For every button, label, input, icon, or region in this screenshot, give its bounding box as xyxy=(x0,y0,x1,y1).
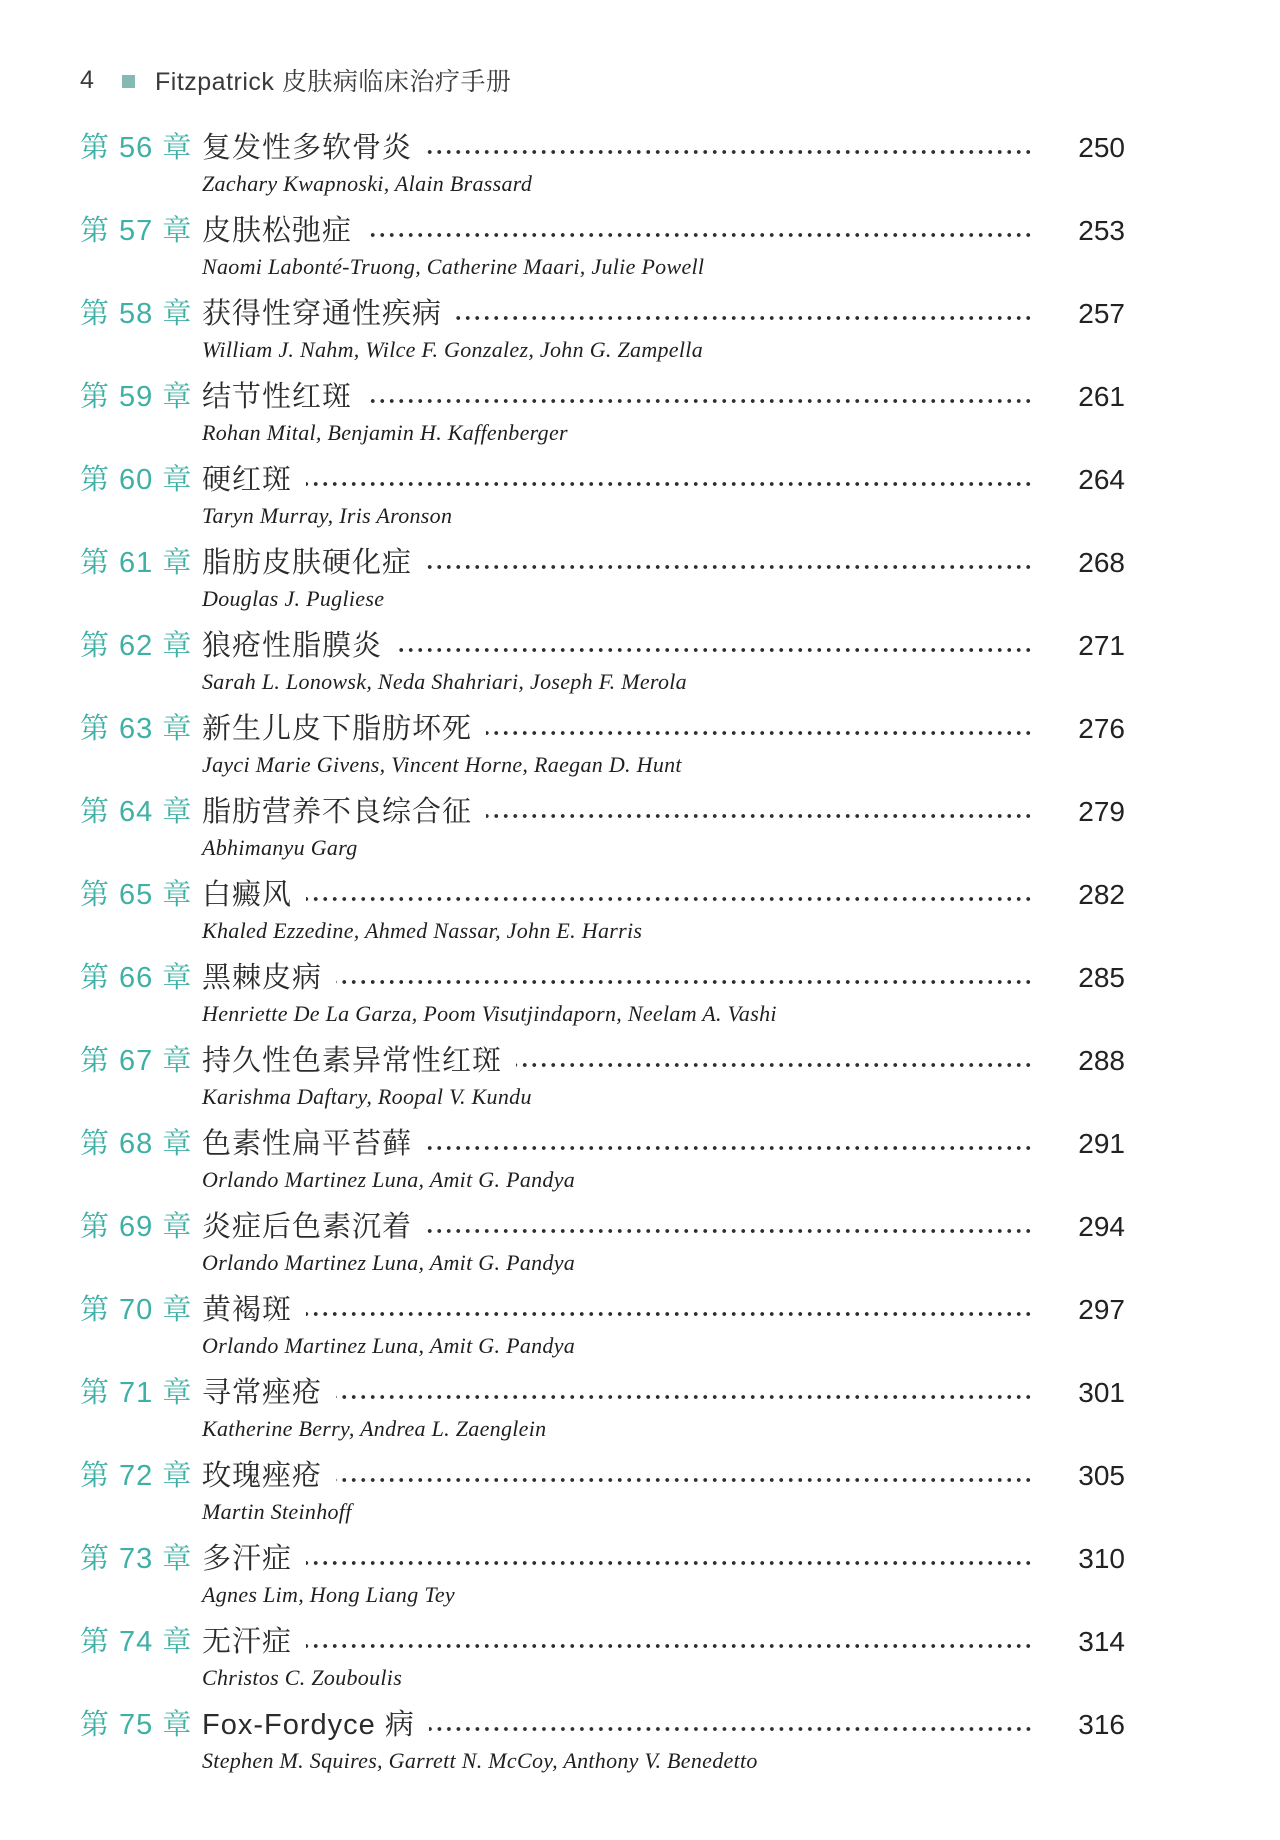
chapter-page-number: 285 xyxy=(1078,962,1125,993)
chapter-title: 白癜风 xyxy=(202,879,293,911)
chapter-authors: Orlando Martinez Luna, Amit G. Pandya xyxy=(202,1333,576,1358)
chapter-title: 黄褐斑 xyxy=(202,1294,293,1326)
toc-entry-line xyxy=(80,1290,1125,1330)
dot-leader xyxy=(306,1310,1033,1318)
chapter-label: 第 68 章 xyxy=(80,1128,193,1160)
dot-leader xyxy=(336,1393,1033,1401)
chapter-authors: Stephen M. Squires, Garrett N. McCoy, Anthony V. Benedetto xyxy=(202,1748,758,1773)
chapter-title: 结节性红斑 xyxy=(202,381,353,413)
toc-entry xyxy=(80,1124,1125,1194)
chapter-label: 第 74 章 xyxy=(80,1626,193,1658)
toc-entry-line xyxy=(80,1373,1125,1413)
toc-entry-line xyxy=(80,1456,1125,1496)
toc-entry-line xyxy=(80,1539,1125,1579)
chapter-authors: Abhimanyu Garg xyxy=(202,835,358,860)
dot-leader xyxy=(306,895,1033,903)
toc-list xyxy=(80,128,1125,1775)
dot-leader xyxy=(306,480,1033,488)
chapter-page-number: 257 xyxy=(1078,298,1125,329)
toc-entry xyxy=(80,1539,1125,1609)
chapter-label: 第 70 章 xyxy=(80,1294,193,1326)
chapter-title: 玫瑰痤疮 xyxy=(202,1460,323,1492)
chapter-label: 第 60 章 xyxy=(80,464,193,496)
toc-entry-line xyxy=(80,1622,1125,1662)
dot-leader xyxy=(396,646,1033,654)
chapter-title: 复发性多软骨炎 xyxy=(202,132,413,164)
chapter-label: 第 57 章 xyxy=(80,215,193,247)
chapter-label: 第 69 章 xyxy=(80,1211,193,1243)
dot-leader xyxy=(426,1144,1033,1152)
chapter-title: 持久性色素异常性红斑 xyxy=(202,1045,503,1077)
chapter-page-number: 316 xyxy=(1078,1709,1125,1740)
toc-entry xyxy=(80,1705,1125,1775)
dot-leader xyxy=(426,148,1033,156)
chapter-page-number: 271 xyxy=(1078,630,1125,661)
chapter-page-number: 282 xyxy=(1078,879,1125,910)
toc-entry xyxy=(80,377,1125,447)
chapter-label: 第 75 章 xyxy=(80,1709,193,1741)
dot-leader xyxy=(336,978,1033,986)
chapter-label: 第 58 章 xyxy=(80,298,193,330)
chapter-page-number: 291 xyxy=(1078,1128,1125,1159)
chapter-title: 获得性穿通性疾病 xyxy=(202,298,443,330)
chapter-page-number: 297 xyxy=(1078,1294,1125,1325)
toc-entry xyxy=(80,211,1125,281)
chapter-title: 无汗症 xyxy=(202,1626,293,1658)
chapter-label: 第 66 章 xyxy=(80,962,193,994)
chapter-authors: Rohan Mital, Benjamin H. Kaffenberger xyxy=(202,420,568,445)
dot-leader xyxy=(306,1559,1033,1567)
chapter-page-number: 310 xyxy=(1078,1543,1125,1574)
toc-entry xyxy=(80,709,1125,779)
folio-page-number: 4 xyxy=(80,65,95,94)
dot-leader xyxy=(306,1642,1033,1650)
toc-entry-line xyxy=(80,377,1125,417)
dot-leader xyxy=(366,231,1033,239)
chapter-label: 第 63 章 xyxy=(80,713,193,745)
toc-entry xyxy=(80,1622,1125,1692)
chapter-title: 寻常痤疮 xyxy=(202,1377,323,1409)
chapter-authors: Karishma Daftary, Roopal V. Kundu xyxy=(202,1084,532,1109)
toc-entry-line xyxy=(80,626,1125,666)
chapter-authors: Taryn Murray, Iris Aronson xyxy=(202,503,453,528)
chapter-authors: Orlando Martinez Luna, Amit G. Pandya xyxy=(202,1167,576,1192)
chapter-title: 狼疮性脂膜炎 xyxy=(202,630,383,662)
chapter-label: 第 67 章 xyxy=(80,1045,193,1077)
chapter-page-number: 305 xyxy=(1078,1460,1125,1491)
chapter-title: 色素性扁平苔藓 xyxy=(202,1128,413,1160)
toc-entry-line xyxy=(80,792,1125,832)
toc-entry xyxy=(80,294,1125,364)
toc-entry xyxy=(80,1373,1125,1443)
toc-entry-line xyxy=(80,460,1125,500)
dot-leader xyxy=(426,1227,1033,1235)
chapter-authors: Agnes Lim, Hong Liang Tey xyxy=(202,1582,455,1607)
chapter-page-number: 294 xyxy=(1078,1211,1125,1242)
chapter-title: Fox-Fordyce 病 xyxy=(202,1709,415,1741)
chapter-title: 多汗症 xyxy=(202,1543,293,1575)
chapter-authors: William J. Nahm, Wilce F. Gonzalez, John G. Zampella xyxy=(202,337,703,362)
chapter-page-number: 301 xyxy=(1078,1377,1125,1408)
toc-entry-line xyxy=(80,1124,1125,1164)
chapter-page-number: 276 xyxy=(1078,713,1125,744)
toc-entry xyxy=(80,1456,1125,1526)
chapter-authors: Katherine Berry, Andrea L. Zaenglein xyxy=(202,1416,547,1441)
dot-leader xyxy=(486,812,1033,820)
chapter-page-number: 261 xyxy=(1078,381,1125,412)
chapter-authors: Douglas J. Pugliese xyxy=(202,586,385,611)
chapter-page-number: 253 xyxy=(1078,215,1125,246)
dot-leader xyxy=(426,563,1033,571)
toc-entry-line xyxy=(80,543,1125,583)
book-title: Fitzpatrick 皮肤病临床治疗手册 xyxy=(155,68,512,96)
toc-entry xyxy=(80,543,1125,613)
chapter-title: 皮肤松弛症 xyxy=(202,215,353,247)
toc-entry xyxy=(80,1207,1125,1277)
toc-entry-line xyxy=(80,958,1125,998)
chapter-authors: Naomi Labonté-Truong, Catherine Maari, Julie Powell xyxy=(202,254,705,279)
chapter-title: 脂肪营养不良综合征 xyxy=(202,796,473,828)
toc-entry xyxy=(80,128,1125,198)
chapter-label: 第 64 章 xyxy=(80,796,193,828)
chapter-authors: Zachary Kwapnoski, Alain Brassard xyxy=(202,171,533,196)
chapter-authors: Khaled Ezzedine, Ahmed Nassar, John E. Harris xyxy=(202,918,643,943)
chapter-page-number: 279 xyxy=(1078,796,1125,827)
toc-entry xyxy=(80,958,1125,1028)
chapter-label: 第 71 章 xyxy=(80,1377,193,1409)
chapter-label: 第 72 章 xyxy=(80,1460,193,1492)
dot-leader xyxy=(486,729,1033,737)
dot-leader xyxy=(429,1725,1033,1733)
chapter-title: 硬红斑 xyxy=(202,464,293,496)
toc-entry xyxy=(80,460,1125,530)
chapter-page-number: 288 xyxy=(1078,1045,1125,1076)
running-head xyxy=(80,62,1125,98)
chapter-title: 黑棘皮病 xyxy=(202,962,323,994)
toc-entry xyxy=(80,875,1125,945)
toc-entry-line xyxy=(80,294,1125,334)
toc-entry-line xyxy=(80,1705,1125,1745)
chapter-label: 第 62 章 xyxy=(80,630,193,662)
dot-leader xyxy=(336,1476,1033,1484)
chapter-page-number: 314 xyxy=(1078,1626,1125,1657)
chapter-authors: Jayci Marie Givens, Vincent Horne, Raegan D. Hunt xyxy=(202,752,682,777)
square-bullet-icon xyxy=(122,75,135,88)
chapter-authors: Orlando Martinez Luna, Amit G. Pandya xyxy=(202,1250,576,1275)
toc-entry xyxy=(80,626,1125,696)
chapter-label: 第 56 章 xyxy=(80,132,193,164)
toc-entry-line xyxy=(80,709,1125,749)
chapter-authors: Henriette De La Garza, Poom Visutjindaporn, Neelam A. Vashi xyxy=(202,1001,777,1026)
chapter-title: 新生儿皮下脂肪坏死 xyxy=(202,713,473,745)
dot-leader xyxy=(456,314,1033,322)
chapter-title: 炎症后色素沉着 xyxy=(202,1211,413,1243)
chapter-authors: Christos C. Zouboulis xyxy=(202,1665,403,1690)
toc-entry xyxy=(80,792,1125,862)
toc-entry xyxy=(80,1041,1125,1111)
chapter-label: 第 59 章 xyxy=(80,381,193,413)
chapter-page-number: 268 xyxy=(1078,547,1125,578)
toc-entry-line xyxy=(80,128,1125,168)
toc-entry-line xyxy=(80,1041,1125,1081)
toc-entry xyxy=(80,1290,1125,1360)
toc-entry-line xyxy=(80,1207,1125,1247)
chapter-label: 第 61 章 xyxy=(80,547,193,579)
chapter-authors: Martin Steinhoff xyxy=(202,1499,352,1524)
toc-entry-line xyxy=(80,211,1125,251)
toc-entry-line xyxy=(80,875,1125,915)
dot-leader xyxy=(366,397,1033,405)
chapter-authors: Sarah L. Lonowsk, Neda Shahriari, Joseph F. Merola xyxy=(202,669,687,694)
chapter-label: 第 65 章 xyxy=(80,879,193,911)
dot-leader xyxy=(516,1061,1033,1069)
chapter-page-number: 250 xyxy=(1078,132,1125,163)
chapter-page-number: 264 xyxy=(1078,464,1125,495)
chapter-title: 脂肪皮肤硬化症 xyxy=(202,547,413,579)
chapter-label: 第 73 章 xyxy=(80,1543,193,1575)
